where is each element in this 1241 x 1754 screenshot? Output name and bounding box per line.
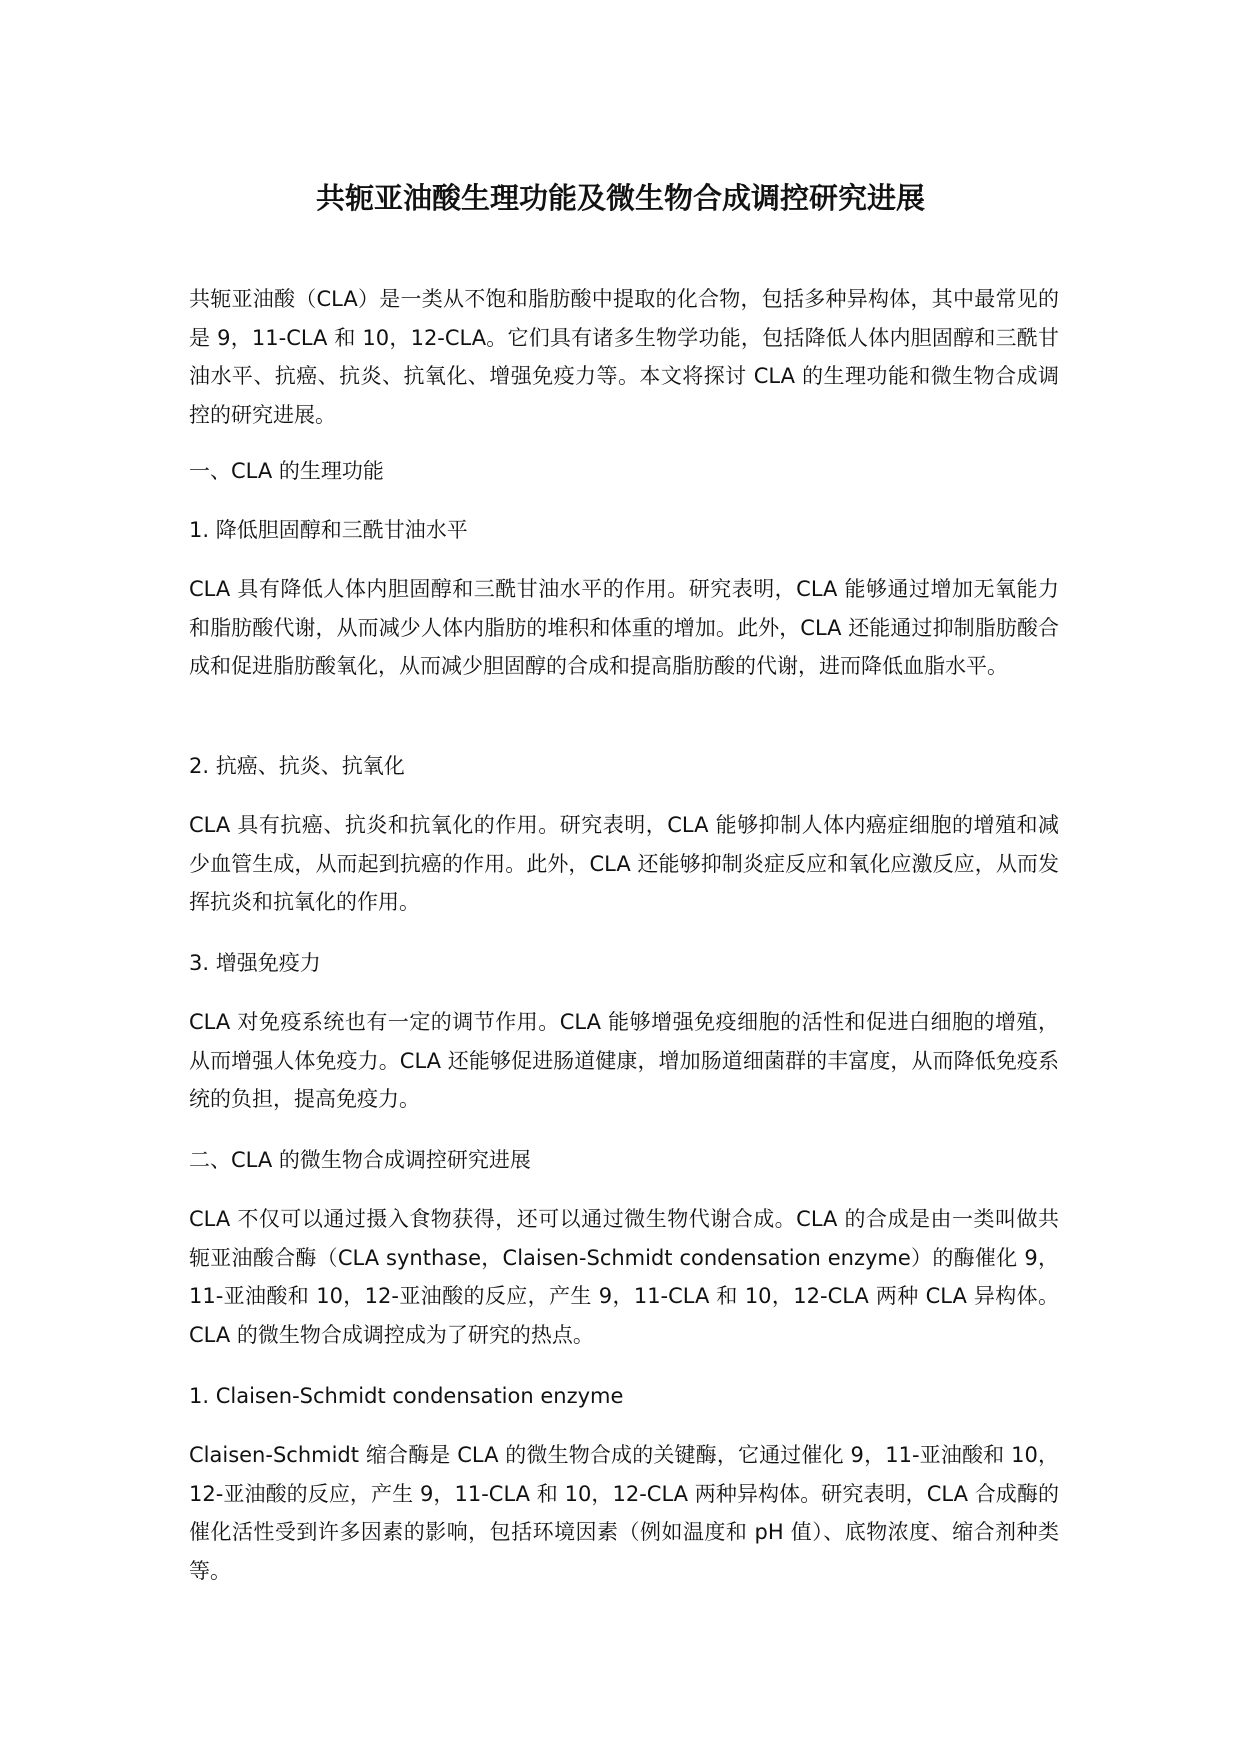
intro-paragraph — [189, 280, 1059, 434]
section-2-sub-1-heading: 1. Claisen-Schmidt condensation enzyme — [189, 1384, 624, 1408]
section-1-sub-1-paragraph — [189, 570, 1059, 686]
document-title: 共轭亚油酸生理功能及微生物合成调控研究进展 — [315, 181, 925, 215]
section-1-sub-2-text: CLA 具有抗癌、抗炎和抗氧化的作用。研究表明，CLA 能够抑制人体内癌症细胞的增殖和减少血管生成，从而起到抗癌的作用。此外，CLA 还能够抑制炎症反应和氧化应激反应，从而发挥抗炎和抗氧化的作用。 — [189, 813, 1059, 914]
intro-text: 共轭亚油酸（CLA）是一类从不饱和脂肪酸中提取的化合物，包括多种异构体，其中最常见的是 9，11-CLA 和 10，12-CLA。它们具有诸多生物学功能，包括降低人体内胆固醇和三酰甘油水平、抗癌、抗炎、抗氧化、增强免疫力等。本文将探讨 CLA 的生理功能和微生物合成调控的研究进展。 — [189, 287, 1059, 427]
section-2-heading: 二、CLA 的微生物合成调控研究进展 — [189, 1148, 531, 1172]
section-2-intro-text: CLA 不仅可以通过摄入食物获得，还可以通过微生物代谢合成。CLA 的合成是由一类叫做共轭亚油酸合酶（CLA synthase，Claisen-Schmidt condensation enzyme）的酶催化 9，11-亚油酸和 10，12-亚油酸的反应，产生 9，11-CLA 和 10，12-CLA 两种 CLA 异构体。CLA 的微生物合成调控成为了研究的热点。 — [189, 1207, 1059, 1347]
section-1-sub-3-text: CLA 对免疫系统也有一定的调节作用。CLA 能够增强免疫细胞的活性和促进白细胞的增殖，从而增强人体免疫力。CLA 还能够促进肠道健康，增加肠道细菌群的丰富度，从而降低免疫系统的负担，提高免疫力。 — [189, 1010, 1059, 1111]
section-1-sub-3-paragraph — [189, 1003, 1059, 1119]
section-2-sub-1-paragraph — [189, 1436, 1059, 1590]
section-2-sub-1-text: Claisen-Schmidt 缩合酶是 CLA 的微生物合成的关键酶，它通过催化 9，11-亚油酸和 10，12-亚油酸的反应，产生 9，11-CLA 和 10，12-CLA 两种异构体。研究表明，CLA 合成酶的催化活性受到许多因素的影响，包括环境因素（例如温度和 pH 值）、底物浓度、缩合剂种类等。 — [189, 1443, 1059, 1583]
section-1-sub-3-heading: 3. 增强免疫力 — [189, 951, 321, 975]
section-1-heading: 一、CLA 的生理功能 — [189, 459, 384, 483]
section-1-sub-1-text: CLA 具有降低人体内胆固醇和三酰甘油水平的作用。研究表明，CLA 能够通过增加无氧能力和脂肪酸代谢，从而减少人体内脂肪的堆积和体重的增加。此外，CLA 还能通过抑制脂肪酸合成和促进脂肪酸氧化，从而减少胆固醇的合成和提高脂肪酸的代谢，进而降低血脂水平。 — [189, 577, 1059, 678]
section-1-sub-2-heading: 2. 抗癌、抗炎、抗氧化 — [189, 754, 405, 778]
section-2-intro-paragraph — [189, 1200, 1059, 1354]
section-1-sub-1-heading: 1. 降低胆固醇和三酰甘油水平 — [189, 518, 468, 542]
section-1-sub-2-paragraph — [189, 806, 1059, 922]
